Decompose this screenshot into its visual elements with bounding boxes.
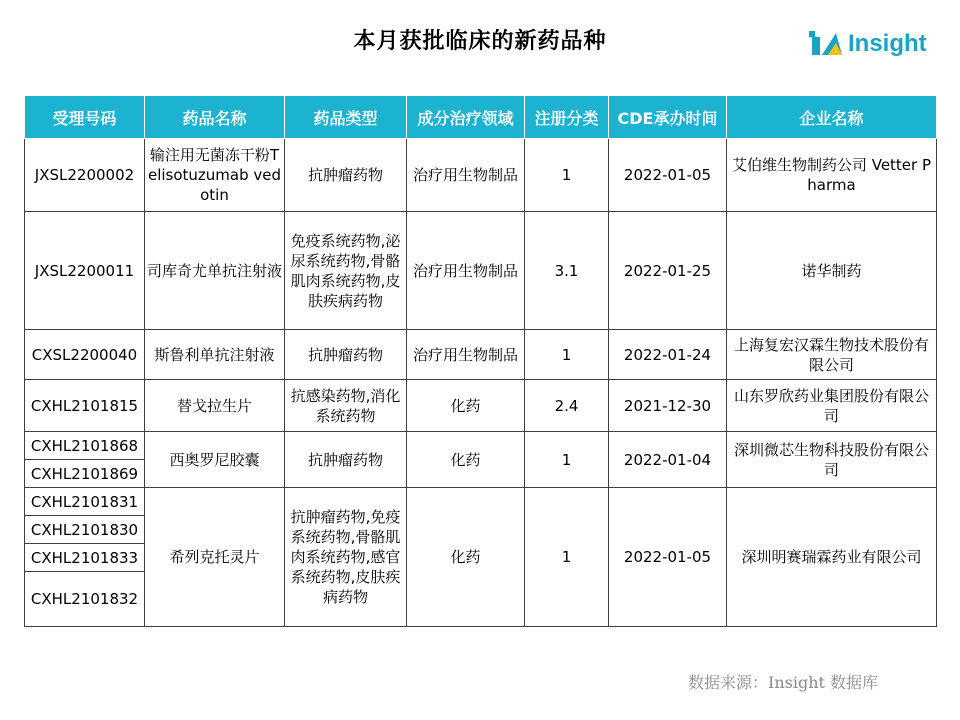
cde-date-cell: 2021-12-30 bbox=[609, 380, 727, 432]
drug-type-cell: 抗肿瘤药物 bbox=[285, 330, 407, 380]
receipt-number-cell: CXSL2200040 bbox=[25, 330, 145, 380]
header-company: 企业名称 bbox=[727, 96, 937, 139]
table-row bbox=[25, 380, 937, 432]
drug-type-cell: 抗肿瘤药物 bbox=[285, 139, 407, 212]
receipt-number-cell: CXHL2101831 bbox=[25, 488, 145, 516]
receipt-number-cell: JXSL2200011 bbox=[25, 212, 145, 330]
registration-class-cell: 2.4 bbox=[525, 380, 609, 432]
receipt-number-cell: CXHL2101830 bbox=[25, 516, 145, 544]
cde-date-cell: 2022-01-04 bbox=[609, 432, 727, 488]
drug-name-cell: 输注用无菌冻干粉Telisotuzumab vedotin bbox=[145, 139, 285, 212]
receipt-number-cell: CXHL2101832 bbox=[25, 572, 145, 627]
drug-name-cell: 西奥罗尼胶囊 bbox=[145, 432, 285, 488]
page-title: 本月获批临床的新药品种 bbox=[353, 29, 607, 54]
drug-name-cell: 斯鲁利单抗注射液 bbox=[145, 330, 285, 380]
header-therapeutic-area: 成分治疗领域 bbox=[407, 96, 525, 139]
therapeutic-area-cell: 化药 bbox=[407, 432, 525, 488]
registration-class-cell: 1 bbox=[525, 432, 609, 488]
company-cell: 深圳明赛瑞霖药业有限公司 bbox=[727, 488, 937, 627]
company-cell: 山东罗欣药业集团股份有限公司 bbox=[727, 380, 937, 432]
registration-class-cell: 1 bbox=[525, 330, 609, 380]
drug-type-cell: 抗肿瘤药物,免疫系统药物,骨骼肌肉系统药物,感官系统药物,皮肤疾病药物 bbox=[285, 488, 407, 627]
registration-class-cell: 1 bbox=[525, 488, 609, 627]
therapeutic-area-cell: 治疗用生物制品 bbox=[407, 212, 525, 330]
cde-date-cell: 2022-01-24 bbox=[609, 330, 727, 380]
header-cde-date: CDE承办时间 bbox=[609, 96, 727, 139]
insight-logo bbox=[806, 26, 927, 62]
therapeutic-area-cell: 治疗用生物制品 bbox=[407, 139, 525, 212]
table-row bbox=[25, 212, 937, 330]
company-cell: 深圳微芯生物科技股份有限公司 bbox=[727, 432, 937, 488]
cde-date-cell: 2022-01-05 bbox=[609, 488, 727, 627]
header-drug-type: 药品类型 bbox=[285, 96, 407, 139]
header-registration-class: 注册分类 bbox=[525, 96, 609, 139]
drug-name-cell: 替戈拉生片 bbox=[145, 380, 285, 432]
therapeutic-area-cell: 化药 bbox=[407, 488, 525, 627]
company-cell: 上海复宏汉霖生物技术股份有限公司 bbox=[727, 330, 937, 380]
insight-logo-icon bbox=[806, 27, 846, 61]
registration-class-cell: 1 bbox=[525, 139, 609, 212]
receipt-number-cell: CXHL2101833 bbox=[25, 544, 145, 572]
receipt-number-cell: CXHL2101815 bbox=[25, 380, 145, 432]
therapeutic-area-cell: 治疗用生物制品 bbox=[407, 330, 525, 380]
table-row bbox=[25, 330, 937, 380]
table-row bbox=[25, 139, 937, 212]
header-receipt-number: 受理号码 bbox=[25, 96, 145, 139]
drug-type-cell: 抗肿瘤药物 bbox=[285, 432, 407, 488]
cde-date-cell: 2022-01-25 bbox=[609, 212, 727, 330]
drug-type-cell: 免疫系统药物,泌尿系统药物,骨骼肌肉系统药物,皮肤疾病药物 bbox=[285, 212, 407, 330]
drug-name-cell: 希列克托灵片 bbox=[145, 488, 285, 627]
receipt-number-cell: JXSL2200002 bbox=[25, 139, 145, 212]
cde-date-cell: 2022-01-05 bbox=[609, 139, 727, 212]
data-source-footer: 数据来源：Insight 数据库 bbox=[688, 673, 879, 692]
approved-drugs-table bbox=[24, 95, 937, 627]
receipt-number-cell: CXHL2101868 bbox=[25, 432, 145, 460]
drug-name-cell: 司库奇尤单抗注射液 bbox=[145, 212, 285, 330]
company-cell: 诺华制药 bbox=[727, 212, 937, 330]
drug-type-cell: 抗感染药物,消化系统药物 bbox=[285, 380, 407, 432]
header-drug-name: 药品名称 bbox=[145, 96, 285, 139]
registration-class-cell: 3.1 bbox=[525, 212, 609, 330]
table-row bbox=[25, 432, 937, 460]
company-cell: 艾伯维生物制药公司 Vetter Pharma bbox=[727, 139, 937, 212]
table-header-row bbox=[25, 96, 937, 139]
therapeutic-area-cell: 化药 bbox=[407, 380, 525, 432]
receipt-number-cell: CXHL2101869 bbox=[25, 460, 145, 488]
logo-text: Insight bbox=[848, 30, 927, 57]
table-row bbox=[25, 488, 937, 516]
